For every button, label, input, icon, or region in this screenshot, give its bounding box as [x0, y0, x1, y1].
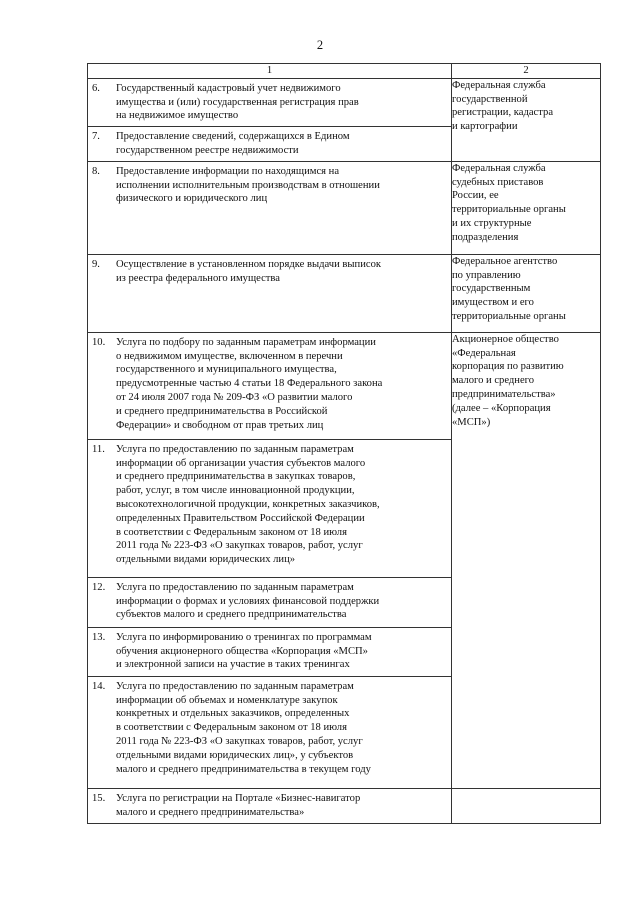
service-cell: [88, 788, 452, 823]
page-number: 2: [316, 38, 324, 52]
service-cell: [88, 577, 452, 627]
agency-cell: [452, 788, 601, 823]
row-number: 15.: [92, 792, 106, 804]
service-text: Услуга по информированию о тренингах по программам обучения акционерного общества «Корпорация «МСП» и электронной записи на участие в таких тренингах: [116, 631, 372, 671]
services-table: [87, 63, 601, 824]
table-row: [88, 788, 601, 823]
row-number: 9.: [92, 258, 100, 270]
service-text: Осуществление в установленном порядке выдачи выписок из реестра федерального имущества: [116, 258, 382, 284]
service-text: Услуга по предоставлению по заданным параметрам информации о формах и условиях финансовой поддержки субъектов малого и среднего предпринимательства: [116, 581, 380, 621]
service-text: Услуга по подбору по заданным параметрам информации о недвижимом имуществе, включенном в перечни государственного и муниципального имущества, предусмотренные частью 4 статьи 18 Федерального закона от 24 июля 2007 года № 209-ФЗ «О развитии малого и среднего предпринимательства в Российской Федерации» и свободном от прав третьих лиц: [116, 336, 383, 431]
row-number: 7.: [92, 130, 100, 142]
service-text: Услуга по предоставлению по заданным параметрам информации об организации участия субъектов малого и среднего предпринимательства в закупках товаров, работ, услуг, в том числе инновационной продукции, высокотехнологичной продукции, конкретных заказчиков, определенных Правительством Российской Федерации в соответствии с Федеральным законом от 18 июля 2011 года № 223-ФЗ «О закупках товаров, работ, услуг отдельными видами юридических лиц»: [116, 443, 380, 566]
service-cell: [88, 126, 452, 161]
agency-cell: Федеральная служба государственной регистрации, кадастра и картографии: [452, 78, 601, 161]
table-row: [88, 78, 601, 126]
table-row: [88, 254, 601, 332]
agency-cell: Федеральное агентство по управлению государственным имуществом и его территориальные органы: [452, 254, 601, 332]
header-col-2: 2: [452, 64, 601, 79]
service-text: Государственный кадастровый учет недвижимого имущества и (или) государственная регистрация прав на недвижимое имущество: [116, 82, 359, 122]
row-number: 14.: [92, 680, 106, 692]
service-cell: [88, 161, 452, 254]
service-cell: [88, 254, 452, 332]
service-cell: [88, 676, 452, 788]
header-col-1: 1: [88, 64, 452, 79]
service-cell: [88, 439, 452, 577]
table-row: [88, 332, 601, 439]
row-number: 6.: [92, 82, 100, 94]
service-cell: [88, 332, 452, 439]
service-text: Предоставление сведений, содержащихся в Едином государственном реестре недвижимости: [116, 130, 350, 156]
service-text: Услуга по предоставлению по заданным параметрам информации об объемах и номенклатуре закупок конкретных и отдельных заказчиков, определенных в соответствии с Федеральным законом от 18 июля 2011 года № 223-ФЗ «О закупках товаров, работ, услуг отдельными видами юридических лиц», у субъектов малого и среднего предпринимательства в текущем году: [116, 680, 371, 775]
table-row: [88, 161, 601, 254]
row-number: 12.: [92, 581, 106, 593]
row-number: 11.: [92, 443, 105, 455]
agency-cell: Федеральная служба судебных приставов России, ее территориальные органы и их структурные подразделения: [452, 161, 601, 254]
agency-cell: Акционерное общество «Федеральная корпорация по развитию малого и среднего предпринимательства» (далее – «Корпорация «МСП»): [452, 332, 601, 788]
table-header-row: [88, 64, 601, 79]
row-number: 10.: [92, 336, 106, 348]
service-cell: [88, 78, 452, 126]
service-text: Услуга по регистрации на Портале «Бизнес-навигатор малого и среднего предпринимательства»: [116, 792, 361, 818]
row-number: 13.: [92, 631, 106, 643]
service-cell: [88, 627, 452, 676]
service-text: Предоставление информации по находящимся на исполнении исполнительным производствам в отношении физического и юридического лиц: [116, 165, 380, 205]
row-number: 8.: [92, 165, 100, 177]
